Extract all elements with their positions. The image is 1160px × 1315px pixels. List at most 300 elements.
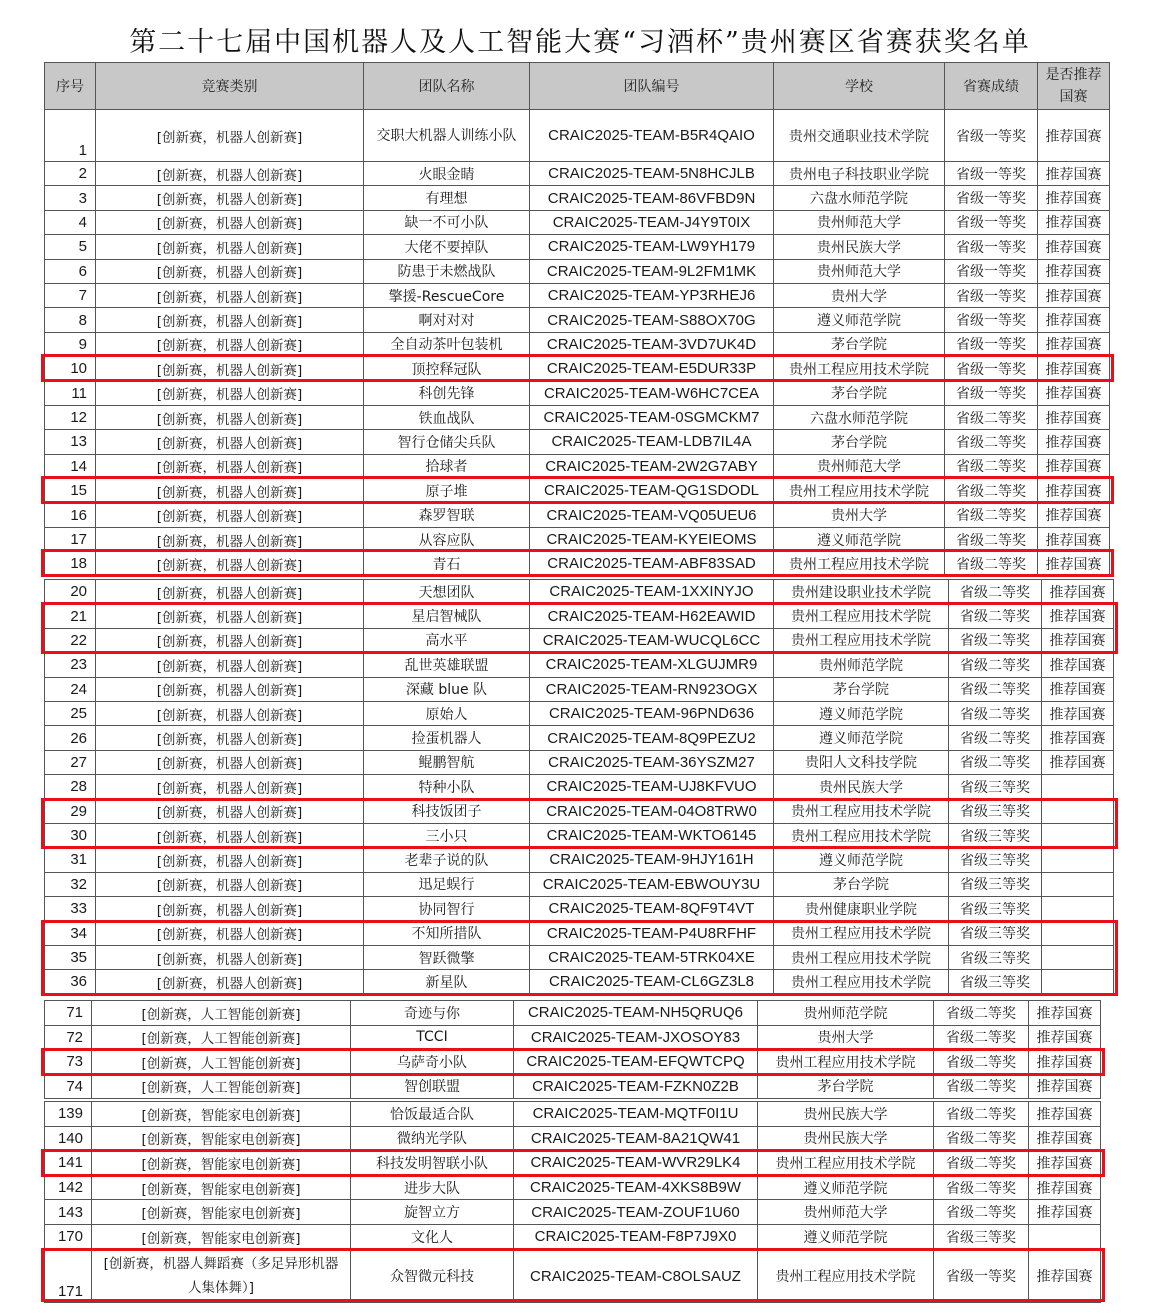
seq-cell: 14 [45,454,96,478]
team-code-cell: CRAIC2025-TEAM-J4Y9T0IX [530,210,774,234]
national-cell: 推荐国赛 [1038,527,1110,551]
table-row [45,775,1114,799]
result-cell: 省级一等奖 [945,332,1038,356]
team-code-cell: CRAIC2025-TEAM-ZOUF1U60 [514,1200,758,1225]
team-code-cell: CRAIC2025-TEAM-S88OX70G [530,308,774,332]
result-cell: 省级二等奖 [949,677,1042,701]
team-name-cell: 进步大队 [351,1175,514,1200]
team-name-cell: 从容应队 [364,527,530,551]
school-cell: 贵州工程应用技术学院 [758,1250,934,1303]
national-cell: 推荐国赛 [1042,604,1114,628]
school-cell: 茅台学院 [774,332,945,356]
team-code-cell: CRAIC2025-TEAM-QG1SDODL [530,479,774,503]
category-cell: [创新赛，机器人创新赛] [96,872,364,896]
result-cell: 省级三等奖 [949,921,1042,945]
national-cell: 推荐国赛 [1038,210,1110,234]
team-code-cell: CRAIC2025-TEAM-H62EAWID [530,604,774,628]
category-cell: [创新赛，机器人创新赛] [96,110,364,162]
national-cell: 推荐国赛 [1042,653,1114,677]
result-cell: 省级二等奖 [934,1102,1029,1127]
team-code-cell: CRAIC2025-TEAM-ABF83SAD [530,552,774,576]
table-row [45,332,1110,356]
table-row [45,235,1110,259]
awards-table-segment [44,579,1114,995]
team-name-cell: 奇迹与你 [351,1001,514,1026]
table-header-row [45,63,1110,110]
seq-cell: 35 [45,945,96,969]
column-header-seq: 序号 [45,63,96,110]
category-cell: [创新赛，机器人创新赛] [96,283,364,307]
category-cell: [创新赛，机器人创新赛] [96,552,364,576]
category-cell: [创新赛，机器人创新赛] [96,162,364,186]
team-code-cell: CRAIC2025-TEAM-9L2FM1MK [530,259,774,283]
seq-cell: 139 [45,1102,92,1127]
team-code-cell: CRAIC2025-TEAM-F8P7J9X0 [514,1224,758,1249]
school-cell: 遵义师范学院 [758,1224,934,1249]
seq-cell: 31 [45,848,96,872]
seq-cell: 9 [45,332,96,356]
category-cell: [创新赛，机器人舞蹈赛（多足异形机器人集体舞）] [92,1250,351,1303]
category-cell: [创新赛，机器人创新赛] [96,430,364,454]
result-cell: 省级一等奖 [945,308,1038,332]
seq-cell: 8 [45,308,96,332]
category-cell: [创新赛，人工智能创新赛] [92,1025,351,1050]
seq-cell: 170 [45,1224,92,1249]
national-cell: 推荐国赛 [1038,186,1110,210]
result-cell: 省级二等奖 [949,580,1042,604]
seq-cell: 22 [45,628,96,652]
result-cell: 省级二等奖 [949,653,1042,677]
category-cell: [创新赛，机器人创新赛] [96,479,364,503]
team-name-cell: 不知所措队 [364,921,530,945]
category-cell: [创新赛，机器人创新赛] [96,308,364,332]
team-code-cell: CRAIC2025-TEAM-JXOSOY83 [514,1025,758,1050]
category-cell: [创新赛，机器人创新赛] [96,628,364,652]
team-code-cell: CRAIC2025-TEAM-9HJY161H [530,848,774,872]
seq-cell: 73 [45,1050,92,1075]
table-row [45,872,1114,896]
school-cell: 贵州工程应用技术学院 [774,552,945,576]
result-cell: 省级三等奖 [949,848,1042,872]
national-cell: 推荐国赛 [1038,503,1110,527]
team-code-cell: CRAIC2025-TEAM-E5DUR33P [530,357,774,381]
category-cell: [创新赛，智能家电创新赛] [92,1126,351,1151]
national-cell: 推荐国赛 [1042,628,1114,652]
table-row [45,799,1114,823]
table-row [45,1200,1101,1225]
team-name-cell: 有理想 [364,186,530,210]
team-code-cell: CRAIC2025-TEAM-1XXINYJO [530,580,774,604]
column-header-national: 是否推荐国赛 [1038,63,1110,110]
result-cell: 省级一等奖 [945,162,1038,186]
category-cell: [创新赛，机器人创新赛] [96,970,364,994]
national-cell: 推荐国赛 [1038,110,1110,162]
school-cell: 茅台学院 [774,872,949,896]
seq-cell: 3 [45,186,96,210]
national-cell: 推荐国赛 [1038,162,1110,186]
table-row [45,186,1110,210]
national-cell [1042,945,1114,969]
team-name-cell: TCCI [351,1025,514,1050]
table-row [45,1250,1101,1303]
table-row [45,701,1114,725]
table-row [45,921,1114,945]
national-cell: 推荐国赛 [1042,750,1114,774]
team-name-cell: 科技发明智联小队 [351,1151,514,1176]
result-cell: 省级一等奖 [945,283,1038,307]
team-name-cell: 大佬不要掉队 [364,235,530,259]
category-cell: [创新赛，机器人创新赛] [96,750,364,774]
seq-cell: 16 [45,503,96,527]
category-cell: [创新赛，人工智能创新赛] [92,1001,351,1026]
table-row [45,110,1110,162]
seq-cell: 24 [45,677,96,701]
result-cell: 省级一等奖 [945,110,1038,162]
team-code-cell: CRAIC2025-TEAM-04O8TRW0 [530,799,774,823]
table-row [45,454,1110,478]
table-row [45,1175,1101,1200]
national-cell: 推荐国赛 [1042,726,1114,750]
school-cell: 贵州师范大学 [774,210,945,234]
national-cell: 推荐国赛 [1029,1050,1101,1075]
team-code-cell: CRAIC2025-TEAM-8QF9T4VT [530,897,774,921]
team-code-cell: CRAIC2025-TEAM-FZKN0Z2B [514,1074,758,1099]
seq-cell: 32 [45,872,96,896]
national-cell: 推荐国赛 [1038,405,1110,429]
category-cell: [创新赛，机器人创新赛] [96,653,364,677]
column-header-result: 省赛成绩 [945,63,1038,110]
result-cell: 省级三等奖 [949,872,1042,896]
seq-cell: 29 [45,799,96,823]
school-cell: 贵州工程应用技术学院 [758,1050,934,1075]
team-name-cell: 全自动茶叶包装机 [364,332,530,356]
school-cell: 贵州民族大学 [774,235,945,259]
team-name-cell: 顶控释冠队 [364,357,530,381]
team-code-cell: CRAIC2025-TEAM-36YSZM27 [530,750,774,774]
table-row [45,848,1114,872]
team-name-cell: 交职大机器人训练小队 [364,110,530,162]
team-name-cell: 森罗智联 [364,503,530,527]
team-code-cell: CRAIC2025-TEAM-8Q9PEZU2 [530,726,774,750]
result-cell: 省级一等奖 [934,1250,1029,1303]
school-cell: 遵义师范学院 [774,848,949,872]
team-code-cell: CRAIC2025-TEAM-2W2G7ABY [530,454,774,478]
team-name-cell: 天想团队 [364,580,530,604]
national-cell: 推荐国赛 [1038,552,1110,576]
school-cell: 贵州民族大学 [758,1102,934,1127]
result-cell: 省级三等奖 [949,775,1042,799]
team-code-cell: CRAIC2025-TEAM-0SGMCKM7 [530,405,774,429]
table-row [45,210,1110,234]
table-row [45,1050,1101,1075]
national-cell [1042,872,1114,896]
category-cell: [创新赛，机器人创新赛] [96,799,364,823]
national-cell: 推荐国赛 [1029,1074,1101,1099]
seq-cell: 36 [45,970,96,994]
seq-cell: 25 [45,701,96,725]
result-cell: 省级二等奖 [949,628,1042,652]
seq-cell: 4 [45,210,96,234]
national-cell: 推荐国赛 [1038,332,1110,356]
seq-cell: 140 [45,1126,92,1151]
result-cell: 省级二等奖 [945,405,1038,429]
team-code-cell: CRAIC2025-TEAM-MQTF0I1U [514,1102,758,1127]
result-cell: 省级三等奖 [949,970,1042,994]
category-cell: [创新赛，机器人创新赛] [96,775,364,799]
seq-cell: 142 [45,1175,92,1200]
category-cell: [创新赛，机器人创新赛] [96,357,364,381]
team-code-cell: CRAIC2025-TEAM-3VD7UK4D [530,332,774,356]
seq-cell: 33 [45,897,96,921]
team-code-cell: CRAIC2025-TEAM-NH5QRUQ6 [514,1001,758,1026]
seq-cell: 11 [45,381,96,405]
school-cell: 遵义师范学院 [774,527,945,551]
school-cell: 贵州健康职业学院 [774,897,949,921]
team-name-cell: 文化人 [351,1224,514,1249]
national-cell: 推荐国赛 [1038,430,1110,454]
team-name-cell: 乌萨奇小队 [351,1050,514,1075]
category-cell: [创新赛，机器人创新赛] [96,454,364,478]
national-cell: 推荐国赛 [1029,1200,1101,1225]
school-cell: 贵州交通职业技术学院 [774,110,945,162]
table-row [45,162,1110,186]
national-cell [1042,897,1114,921]
seq-cell: 20 [45,580,96,604]
result-cell: 省级一等奖 [945,186,1038,210]
table-row [45,580,1114,604]
school-cell: 贵阳人文科技学院 [774,750,949,774]
category-cell: [创新赛，机器人创新赛] [96,259,364,283]
result-cell: 省级二等奖 [934,1074,1029,1099]
school-cell: 贵州师范大学 [758,1200,934,1225]
team-name-cell: 铁血战队 [364,405,530,429]
school-cell: 贵州工程应用技术学院 [774,604,949,628]
seq-cell: 30 [45,823,96,847]
national-cell: 推荐国赛 [1042,677,1114,701]
national-cell: 推荐国赛 [1029,1250,1101,1303]
seq-cell: 17 [45,527,96,551]
team-code-cell: CRAIC2025-TEAM-C8OLSAUZ [514,1250,758,1303]
result-cell: 省级二等奖 [934,1001,1029,1026]
column-header-team-code: 团队编号 [530,63,774,110]
team-name-cell: 智跃微擎 [364,945,530,969]
school-cell: 贵州工程应用技术学院 [774,945,949,969]
result-cell: 省级三等奖 [949,945,1042,969]
team-name-cell: 微纳光学队 [351,1126,514,1151]
category-cell: [创新赛，机器人创新赛] [96,823,364,847]
table-row [45,1126,1101,1151]
table-row [45,527,1110,551]
category-cell: [创新赛，机器人创新赛] [96,848,364,872]
team-name-cell: 啊对对对 [364,308,530,332]
result-cell: 省级二等奖 [934,1200,1029,1225]
column-header-category: 竞赛类别 [96,63,364,110]
school-cell: 遵义师范学院 [774,726,949,750]
team-code-cell: CRAIC2025-TEAM-EBWOUY3U [530,872,774,896]
seq-cell: 27 [45,750,96,774]
team-code-cell: CRAIC2025-TEAM-YP3RHEJ6 [530,283,774,307]
national-cell: 推荐国赛 [1029,1126,1101,1151]
school-cell: 茅台学院 [774,677,949,701]
team-name-cell: 星启智械队 [364,604,530,628]
category-cell: [创新赛，机器人创新赛] [96,210,364,234]
national-cell [1042,848,1114,872]
team-name-cell: 老辈子说的队 [364,848,530,872]
category-cell: [创新赛，机器人创新赛] [96,580,364,604]
category-cell: [创新赛，智能家电创新赛] [92,1175,351,1200]
seq-cell: 1 [45,110,96,162]
school-cell: 贵州民族大学 [774,775,949,799]
table-row [45,945,1114,969]
team-name-cell: 新星队 [364,970,530,994]
school-cell: 贵州大学 [774,503,945,527]
category-cell: [创新赛，机器人创新赛] [96,726,364,750]
table-row [45,750,1114,774]
team-name-cell: 众智微元科技 [351,1250,514,1303]
result-cell: 省级二等奖 [934,1175,1029,1200]
school-cell: 贵州大学 [758,1025,934,1050]
team-name-cell: 火眼金睛 [364,162,530,186]
school-cell: 贵州工程应用技术学院 [774,823,949,847]
team-code-cell: CRAIC2025-TEAM-W6HC7CEA [530,381,774,405]
team-name-cell: 捡蛋机器人 [364,726,530,750]
category-cell: [创新赛，人工智能创新赛] [92,1050,351,1075]
team-name-cell: 青石 [364,552,530,576]
category-cell: [创新赛，机器人创新赛] [96,235,364,259]
result-cell: 省级二等奖 [945,552,1038,576]
national-cell: 推荐国赛 [1038,454,1110,478]
result-cell: 省级一等奖 [945,259,1038,283]
team-code-cell: CRAIC2025-TEAM-RN923OGX [530,677,774,701]
table-row [45,970,1114,994]
table-row [45,1074,1101,1099]
category-cell: [创新赛，机器人创新赛] [96,604,364,628]
team-code-cell: CRAIC2025-TEAM-KYEIEOMS [530,527,774,551]
table-row [45,628,1114,652]
school-cell: 贵州工程应用技术学院 [774,970,949,994]
team-name-cell: 恰饭最适合队 [351,1102,514,1127]
team-code-cell: CRAIC2025-TEAM-96PND636 [530,701,774,725]
team-code-cell: CRAIC2025-TEAM-4XKS8B9W [514,1175,758,1200]
school-cell: 贵州工程应用技术学院 [774,479,945,503]
team-name-cell: 三小只 [364,823,530,847]
team-code-cell: CRAIC2025-TEAM-LW9YH179 [530,235,774,259]
national-cell: 推荐国赛 [1038,479,1110,503]
category-cell: [创新赛，机器人创新赛] [96,677,364,701]
table-row [45,503,1110,527]
category-cell: [创新赛，机器人创新赛] [96,701,364,725]
team-name-cell: 鲲鹏智航 [364,750,530,774]
table-row [45,1151,1101,1176]
category-cell: [创新赛，机器人创新赛] [96,405,364,429]
awards-table-segment [44,1249,1101,1303]
national-cell [1042,775,1114,799]
school-cell: 六盘水师范学院 [774,186,945,210]
result-cell: 省级二等奖 [949,726,1042,750]
team-name-cell: 乱世英雄联盟 [364,653,530,677]
seq-cell: 18 [45,552,96,576]
seq-cell: 10 [45,357,96,381]
national-cell: 推荐国赛 [1038,283,1110,307]
category-cell: [创新赛，智能家电创新赛] [92,1200,351,1225]
table-row [45,823,1114,847]
table-row [45,1001,1101,1026]
result-cell: 省级二等奖 [949,750,1042,774]
school-cell: 贵州师范学院 [758,1001,934,1026]
seq-cell: 12 [45,405,96,429]
team-code-cell: CRAIC2025-TEAM-86VFBD9N [530,186,774,210]
team-code-cell: CRAIC2025-TEAM-WKTO6145 [530,823,774,847]
result-cell: 省级二等奖 [934,1050,1029,1075]
team-code-cell: CRAIC2025-TEAM-VQ05UEU6 [530,503,774,527]
seq-cell: 15 [45,479,96,503]
category-cell: [创新赛，机器人创新赛] [96,332,364,356]
result-cell: 省级二等奖 [945,503,1038,527]
school-cell: 贵州电子科技职业学院 [774,162,945,186]
result-cell: 省级三等奖 [949,823,1042,847]
category-cell: [创新赛，智能家电创新赛] [92,1102,351,1127]
result-cell: 省级一等奖 [945,381,1038,405]
result-cell: 省级一等奖 [945,210,1038,234]
national-cell: 推荐国赛 [1029,1175,1101,1200]
national-cell [1042,921,1114,945]
team-name-cell: 原始人 [364,701,530,725]
document-title: 第二十七届中国机器人及人工智能大赛“习酒杯”贵州赛区省赛获奖名单 [129,27,1031,58]
awards-table-segment [44,1000,1101,1099]
table-row [45,259,1110,283]
seq-cell: 23 [45,653,96,677]
school-cell: 茅台学院 [774,430,945,454]
awards-table-segment [44,1101,1101,1250]
result-cell: 省级一等奖 [945,235,1038,259]
school-cell: 遵义师范学院 [758,1175,934,1200]
category-cell: [创新赛，智能家电创新赛] [92,1224,351,1249]
school-cell: 六盘水师范学院 [774,405,945,429]
result-cell: 省级二等奖 [949,604,1042,628]
team-code-cell: CRAIC2025-TEAM-CL6GZ3L8 [530,970,774,994]
national-cell: 推荐国赛 [1038,259,1110,283]
national-cell [1042,970,1114,994]
school-cell: 贵州大学 [774,283,945,307]
team-name-cell: 擎援-RescueCore [364,283,530,307]
national-cell [1029,1224,1101,1249]
team-code-cell: CRAIC2025-TEAM-8A21QW41 [514,1126,758,1151]
national-cell [1042,823,1114,847]
national-cell: 推荐国赛 [1029,1025,1101,1050]
team-name-cell: 旋智立方 [351,1200,514,1225]
school-cell: 茅台学院 [774,381,945,405]
seq-cell: 34 [45,921,96,945]
seq-cell: 7 [45,283,96,307]
category-cell: [创新赛，机器人创新赛] [96,186,364,210]
table-row [45,430,1110,454]
seq-cell: 171 [45,1250,92,1303]
category-cell: [创新赛，机器人创新赛] [96,527,364,551]
table-row [45,381,1110,405]
team-code-cell: CRAIC2025-TEAM-B5R4QAIO [530,110,774,162]
result-cell: 省级二等奖 [945,430,1038,454]
seq-cell: 143 [45,1200,92,1225]
team-name-cell: 迅足蜈行 [364,872,530,896]
column-header-team-name: 团队名称 [364,63,530,110]
school-cell: 贵州工程应用技术学院 [758,1151,934,1176]
team-name-cell: 智创联盟 [351,1074,514,1099]
result-cell: 省级二等奖 [945,479,1038,503]
table-row [45,604,1114,628]
national-cell: 推荐国赛 [1038,308,1110,332]
result-cell: 省级一等奖 [945,357,1038,381]
result-cell: 省级三等奖 [949,897,1042,921]
